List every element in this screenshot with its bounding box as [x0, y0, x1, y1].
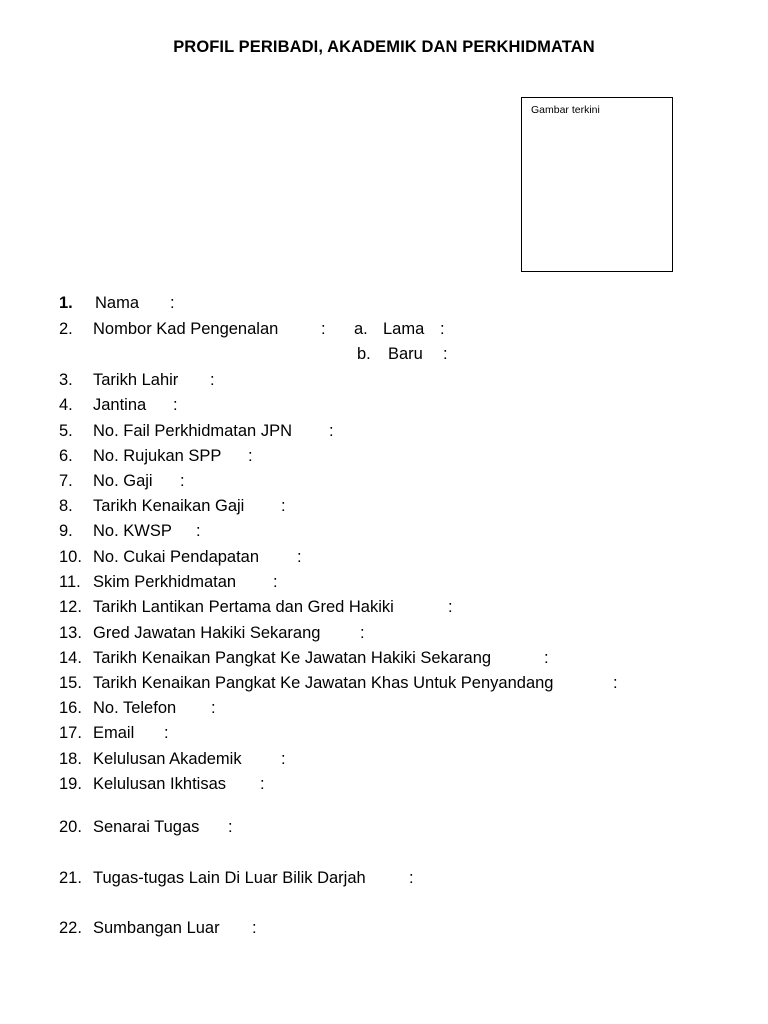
- item-number: 1.: [59, 294, 73, 312]
- item-colon: :: [544, 649, 549, 667]
- item-label: Kelulusan Akademik: [93, 750, 242, 768]
- item-number: 7.: [59, 472, 73, 490]
- item-label: Tarikh Lantikan Pertama dan Gred Hakiki: [93, 598, 394, 616]
- sub-item-label: Baru: [388, 345, 423, 363]
- item-label: Jantina: [93, 396, 147, 414]
- item-colon: :: [228, 818, 233, 836]
- sub-item-colon: :: [440, 320, 445, 338]
- item-number: 17.: [59, 724, 82, 742]
- item-colon: :: [210, 371, 215, 389]
- sub-item-colon: :: [443, 345, 448, 363]
- item-number: 11.: [59, 573, 81, 591]
- item-label: Kelulusan Ikhtisas: [93, 775, 226, 793]
- item-number: 13.: [59, 624, 82, 642]
- item-number: 16.: [59, 699, 82, 717]
- item-colon: :: [360, 624, 365, 642]
- item-label: No. KWSP: [93, 522, 172, 540]
- item-number: 12.: [59, 598, 82, 616]
- item-colon: :: [196, 522, 201, 540]
- item-number: 22.: [59, 919, 82, 937]
- item-colon: :: [164, 724, 169, 742]
- item-number: 2.: [59, 320, 73, 338]
- item-number: 8.: [59, 497, 73, 515]
- item-number: 5.: [59, 422, 73, 440]
- item-label: Gred Jawatan Hakiki Sekarang: [93, 624, 321, 642]
- item-label: Tugas-tugas Lain Di Luar Bilik Darjah: [93, 869, 366, 887]
- item-colon: :: [180, 472, 185, 490]
- item-number: 4.: [59, 396, 73, 414]
- item-colon: :: [273, 573, 278, 591]
- item-label: No. Fail Perkhidmatan JPN: [93, 422, 292, 440]
- item-label: No. Rujukan SPP: [93, 447, 222, 465]
- item-number: 6.: [59, 447, 73, 465]
- item-number: 21.: [59, 869, 82, 887]
- sub-item-label: Lama: [383, 320, 425, 338]
- item-number: 10.: [59, 548, 82, 566]
- item-number: 9.: [59, 522, 73, 540]
- item-colon: :: [297, 548, 302, 566]
- item-colon: :: [248, 447, 253, 465]
- item-colon: :: [329, 422, 334, 440]
- item-label: Nama: [95, 294, 140, 312]
- item-label: Senarai Tugas: [93, 818, 200, 836]
- item-colon: :: [252, 919, 257, 937]
- item-number: 15.: [59, 674, 82, 692]
- photo-box: [521, 97, 673, 272]
- item-label: No. Cukai Pendapatan: [93, 548, 260, 566]
- item-number: 20.: [59, 818, 82, 836]
- item-label: Tarikh Kenaikan Gaji: [93, 497, 245, 515]
- item-colon: :: [448, 598, 453, 616]
- item-number: 19.: [59, 775, 82, 793]
- sub-item-letter: a.: [354, 320, 368, 338]
- item-label: Tarikh Kenaikan Pangkat Ke Jawatan Hakiki Sekarang: [93, 649, 492, 667]
- item-label: No. Gaji: [93, 472, 153, 490]
- item-colon: :: [173, 396, 178, 414]
- item-label: Nombor Kad Pengenalan: [93, 320, 279, 338]
- item-colon: :: [211, 699, 216, 717]
- item-colon: :: [281, 497, 286, 515]
- item-colon: :: [613, 674, 618, 692]
- page-title: PROFIL PERIBADI, AKADEMIK DAN PERKHIDMATAN: [173, 38, 595, 56]
- item-colon: :: [281, 750, 286, 768]
- item-colon: :: [409, 869, 414, 887]
- item-colon: :: [321, 320, 326, 338]
- item-number: 14.: [59, 649, 82, 667]
- sub-item-letter: b.: [357, 345, 371, 363]
- item-label: Tarikh Lahir: [93, 371, 179, 389]
- item-colon: :: [170, 294, 175, 312]
- item-label: Email: [93, 724, 135, 742]
- item-colon: :: [260, 775, 265, 793]
- item-label: Sumbangan Luar: [93, 919, 220, 937]
- item-label: Tarikh Kenaikan Pangkat Ke Jawatan Khas Untuk Penyandang: [93, 674, 554, 692]
- item-number: 18.: [59, 750, 82, 768]
- photo-label: Gambar terkini: [531, 104, 600, 116]
- item-label: No. Telefon: [93, 699, 177, 717]
- item-number: 3.: [59, 371, 73, 389]
- item-label: Skim Perkhidmatan: [93, 573, 237, 591]
